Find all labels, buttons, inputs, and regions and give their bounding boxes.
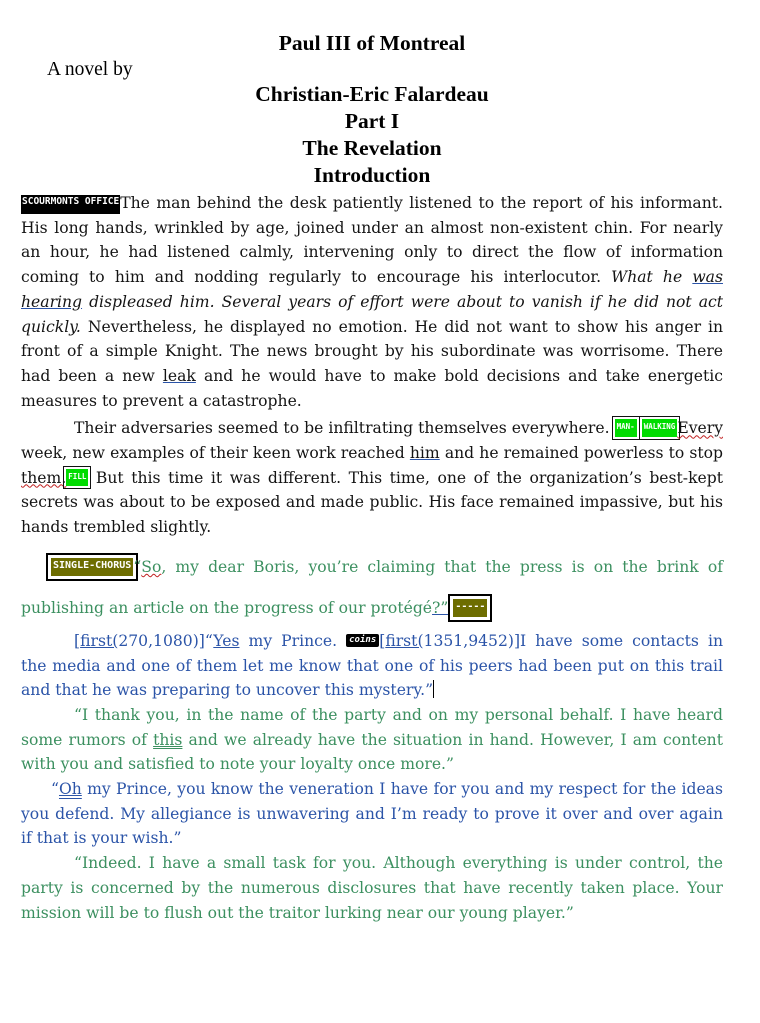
spelling-flag[interactable]: them. — [21, 468, 67, 487]
text-cursor — [433, 680, 434, 698]
section-heading: Introduction — [313, 163, 431, 187]
walking-tag[interactable]: WALKING — [642, 419, 678, 437]
document-body — [21, 191, 723, 925]
formula-flag[interactable]: first( — [80, 631, 119, 650]
paragraph-6: “Oh my Prince, you know the veneration I have for you and my respect for the ideas you defend. My allegiance is unwavering and I’m ready to prove it over and over again if that is your wish.” — [21, 780, 723, 848]
fill-tag[interactable]: FILL — [66, 469, 88, 487]
book-title: Paul III of Montreal — [278, 31, 466, 55]
grammar-flag[interactable]: him — [409, 444, 440, 463]
spelling-flag[interactable]: So — [141, 557, 162, 576]
paragraph-7: “Indeed. I have a small task for you. Although everything is under control, the party is concerned by the numerous disclosures that have recently taken place. Your mission will be to flush out the traitor lurking near our young player.” — [21, 854, 723, 922]
part-heading: Part I — [344, 109, 400, 133]
single-chorus-tag[interactable]: SINGLE-CHORUS — [51, 558, 133, 576]
author-name: Christian-Eric Falardeau — [255, 82, 489, 106]
coins-tag[interactable]: coins — [346, 634, 379, 647]
spelling-flag[interactable]: Every — [677, 419, 723, 438]
grammar-flag[interactable]: this — [153, 730, 183, 749]
grammar-flag[interactable]: Oh — [58, 780, 82, 799]
scourmonts-office-tag[interactable]: SCOURMONTS OFFICE — [21, 195, 120, 214]
paragraph-5: “I thank you, in the name of the party and on my personal behalf. I have heard some rumors of this and we already have the situation in hand. However, I am content with you and satisfied to note your loyalty once more.” — [21, 705, 723, 774]
grammar-flag[interactable]: was hearing — [21, 268, 723, 311]
byline: A novel by — [47, 59, 133, 80]
paragraph-1: SCOURMONTS OFFICEThe man behind the desk patiently listened to the report of his informant. His long hands, wrinkled by age, joined under an almost non-existent chin. For nearly an hour, he had listened calmly, intervening only to direct the flow of information coming to him and nodding regularly to encourage his interlocutor. What he was hearing displeased him. Several years of effort were about to vanish if he did not act quickly. Nevertheless, he displayed no emotion. He did not want to show his anger in front of a simple Knight. The news brought by his subordinate was worrisome. There had been a new leak and he would have to make bold decisions and take energetic measures to prevent a catastrophe. — [21, 194, 723, 410]
paragraph-2: Their adversaries seemed to be infiltrating themselves everywhere. MAN- WALKING Every week, new examples of their keen work reached him and he remained powerless to stop them. FILL But this time it was different. This time, one of the organization’s best-kept secrets was about to be exposed and made public. His face remained impassive, but his hands trembled slightly. — [21, 419, 723, 537]
headings — [0, 81, 744, 189]
part-title: The Revelation — [302, 136, 442, 160]
grammar-flag[interactable]: ?” — [432, 598, 449, 617]
dashes-tag[interactable]: ----- — [453, 599, 487, 617]
grammar-flag[interactable]: Yes — [213, 631, 240, 650]
paragraph-3: SINGLE-CHORUS “So, my dear Boris, you’re claiming that the press is on the brink of publishing an article on the progress of our protégé?” ----- — [21, 557, 723, 617]
grammar-flag[interactable]: leak — [162, 366, 196, 385]
man-tag[interactable]: MAN- — [615, 419, 637, 437]
formula-flag[interactable]: first( — [385, 631, 424, 650]
paragraph-4: [first(270,1080)]“Yes my Prince. coins [first(1351,9452)]I have some contacts in the media and one of them let me know that one of his peers had been put on this trail and that he was preparing to uncover this mystery.” — [21, 631, 723, 700]
